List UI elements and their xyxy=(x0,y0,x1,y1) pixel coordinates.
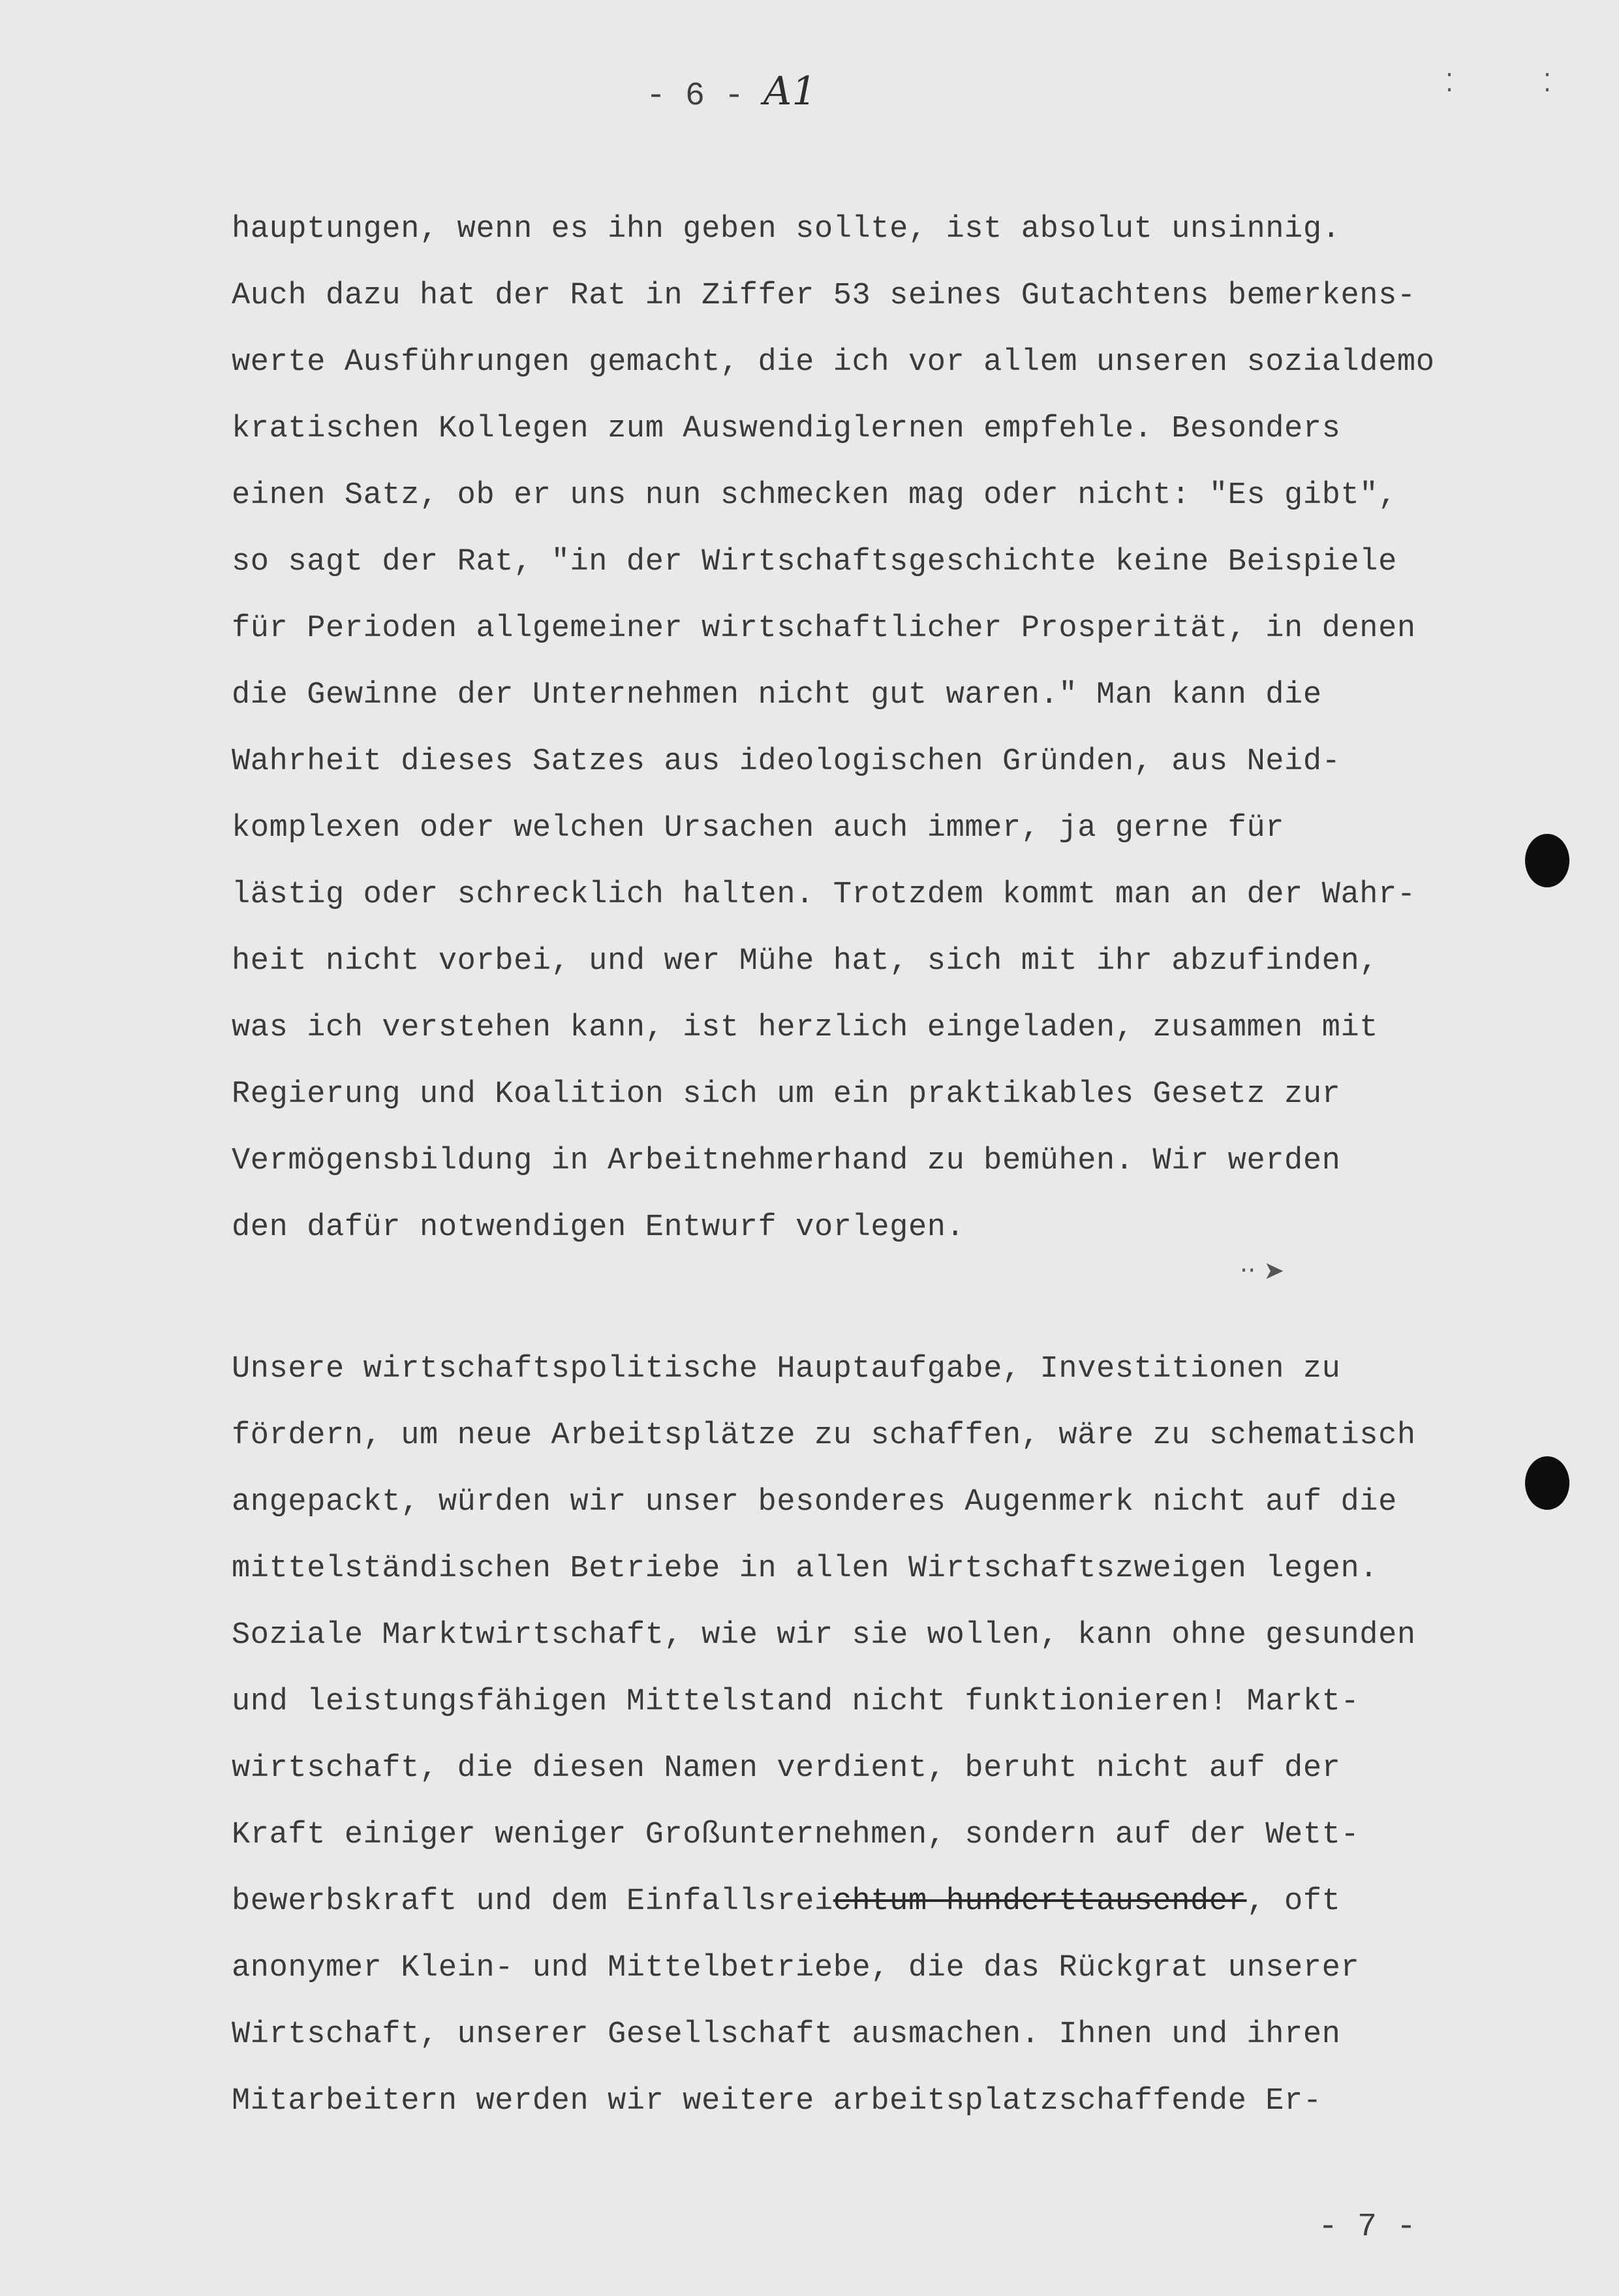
text-line: werte Ausführungen gemacht, die ich vor allem unseren sozialdemo xyxy=(232,345,1435,380)
text-segment: bewerbskraft und dem Einfallsrei xyxy=(232,1884,833,1919)
text-line: lästig oder schrecklich halten. Trotzdem kommt man an der Wahr- xyxy=(232,878,1416,912)
next-page-marker: - 7 - xyxy=(1318,2209,1417,2246)
struck-through-text: chtum hunderttausender xyxy=(833,1884,1247,1919)
text-line: wirtschaft, die diesen Namen verdient, beruht nicht auf der xyxy=(232,1751,1341,1786)
scan-speck: ⁚ xyxy=(1445,69,1454,97)
punch-hole xyxy=(1525,1456,1569,1510)
text-line: einen Satz, ob er uns nun schmecken mag oder nicht: "Es gibt", xyxy=(232,478,1397,513)
text-line: kratischen Kollegen zum Auswendiglernen empfehle. Besonders xyxy=(232,412,1341,446)
text-line: fördern, um neue Arbeitsplätze zu schaffen, wäre zu schematisch xyxy=(232,1418,1416,1453)
text-line: Regierung und Koalition sich um ein praktikables Gesetz zur xyxy=(232,1077,1341,1112)
text-line: Soziale Marktwirtschaft, wie wir sie wollen, kann ohne gesunden xyxy=(232,1618,1416,1653)
text-line: Mitarbeitern werden wir weitere arbeitsplatzschaffende Er- xyxy=(232,2084,1322,2119)
text-line: und leistungsfähigen Mittelstand nicht funktionieren! Markt- xyxy=(232,1685,1360,1719)
text-line: hauptungen, wenn es ihn geben sollte, ist absolut unsinnig. xyxy=(232,212,1341,247)
text-line: Auch dazu hat der Rat in Ziffer 53 seines Gutachtens bemerkens- xyxy=(232,279,1416,313)
text-line: was ich verstehen kann, ist herzlich eingeladen, zusammen mit xyxy=(232,1011,1379,1045)
text-line: mittelständischen Betriebe in allen Wirtschaftszweigen legen. xyxy=(232,1552,1379,1586)
page-header xyxy=(646,69,817,115)
text-line: so sagt der Rat, "in der Wirtschaftsgeschichte keine Beispiele xyxy=(232,545,1397,579)
text-line: Kraft einiger weniger Großunternehmen, sondern auf der Wett- xyxy=(232,1818,1360,1852)
text-line: Wirtschaft, unserer Gesellschaft ausmachen. Ihnen und ihren xyxy=(232,2017,1341,2052)
text-line-with-strikeout xyxy=(232,1886,1340,1917)
text-line: die Gewinne der Unternehmen nicht gut waren." Man kann die xyxy=(232,678,1322,712)
text-line: Vermögensbildung in Arbeitnehmerhand zu bemühen. Wir werden xyxy=(232,1144,1341,1178)
scan-speck: ·· ➤ xyxy=(1240,1256,1285,1285)
text-line: angepackt, würden wir unser besonderes Augenmerk nicht auf die xyxy=(232,1485,1397,1520)
text-line: anonymer Klein- und Mittelbetriebe, die das Rückgrat unserer xyxy=(232,1951,1360,1985)
text-line: für Perioden allgemeiner wirtschaftlicher Prosperität, in denen xyxy=(232,611,1416,646)
handwritten-annotation: A1 xyxy=(763,69,817,114)
punch-hole xyxy=(1525,834,1569,887)
page-number: - 6 - xyxy=(646,78,745,115)
text-line: den dafür notwendigen Entwurf vorlegen. xyxy=(232,1210,965,1245)
text-line: heit nicht vorbei, und wer Mühe hat, sich mit ihr abzufinden, xyxy=(232,944,1379,979)
text-segment: , oft xyxy=(1246,1884,1341,1919)
text-line: Unsere wirtschaftspolitische Hauptaufgabe, Investitionen zu xyxy=(232,1352,1341,1386)
scan-speck: ⁚ xyxy=(1543,69,1552,97)
text-line: komplexen oder welchen Ursachen auch immer, ja gerne für xyxy=(232,811,1285,846)
text-line: Wahrheit dieses Satzes aus ideologischen Gründen, aus Neid- xyxy=(232,744,1341,779)
